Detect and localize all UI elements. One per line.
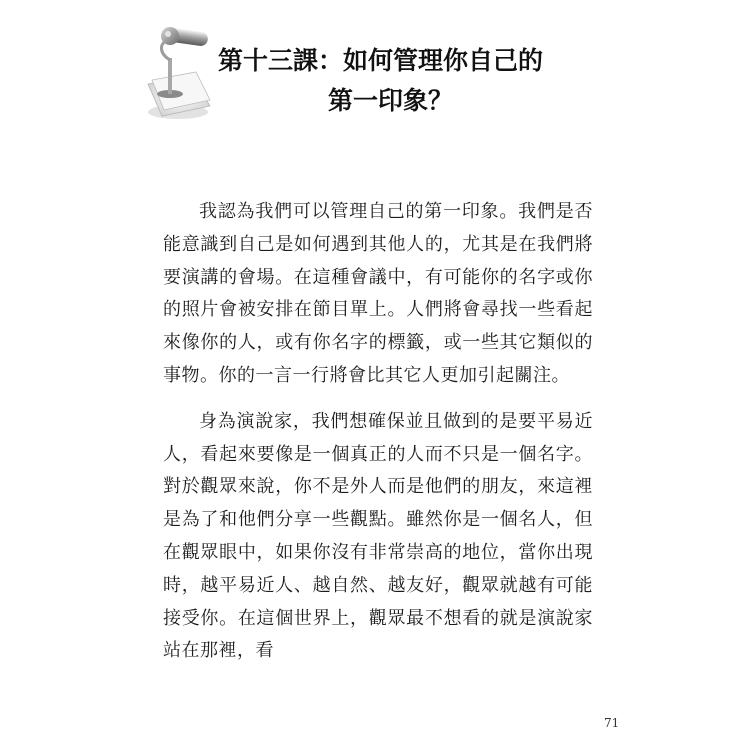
microphone-icon (140, 14, 220, 124)
page-number: 71 (604, 716, 620, 730)
paragraph-2: 身為演說家，我們想確保並且做到的是要平易近人，看起來要像是一個真正的人而不只是一個名字。對於觀眾來說，你不是外人而是他們的朋友，來這裡是為了和他們分享一些觀點。雖然你是一個名人，但在觀眾眼中，如果你沒有非常崇高的地位，當你出現時，越平易近人、越自然、越友好，觀眾就越有可能接受你。在這個世界上，觀眾最不想看的就是演說家站在那裡，看 (163, 410, 593, 662)
chapter-title-line1: 第十三課：如何管理你自己的 (218, 46, 544, 75)
body-text (163, 196, 593, 668)
paragraph-1: 我認為我們可以管理自己的第一印象。我們是否能意識到自己是如何遇到其他人的，尤其是在我們將要演講的會場。在這種會議中，有可能你的名字或你的照片會被安排在節目單上。人們將會尋找一些看起來像你的人，或有你名字的標籤，或一些其它類似的事物。你的一言一行將會比其它人更加引起關注。 (163, 201, 593, 386)
chapter-title-line2: 第一印象？ (328, 86, 454, 115)
